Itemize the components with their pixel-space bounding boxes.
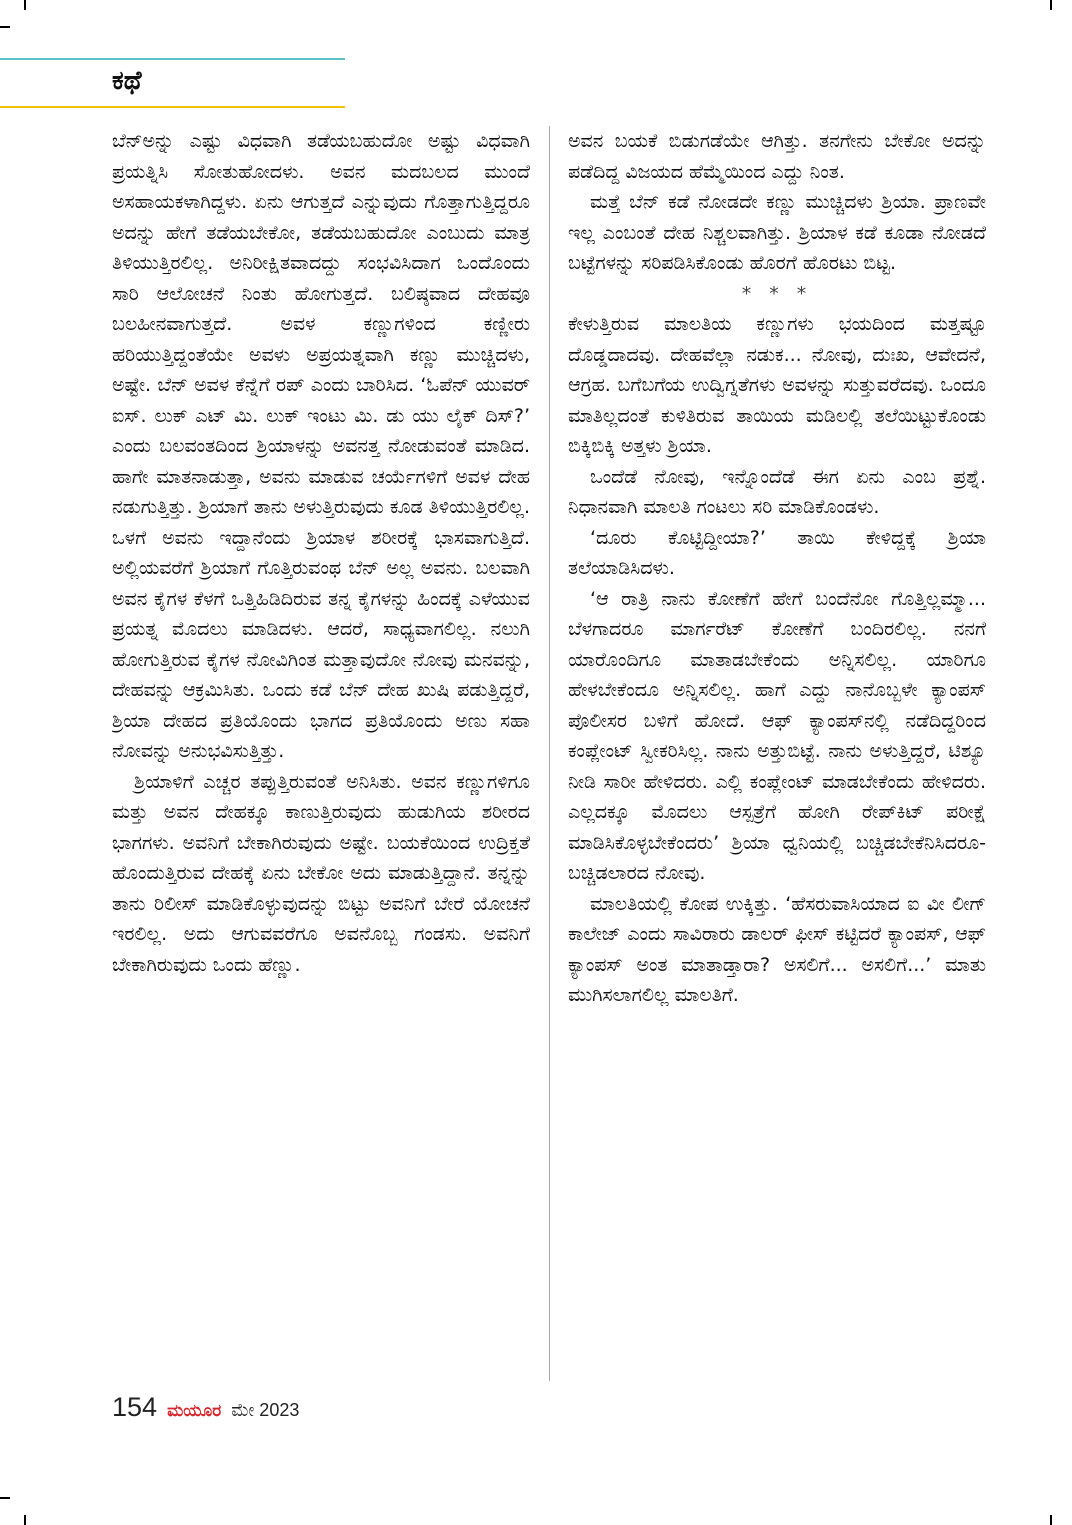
- column-divider: [549, 126, 550, 1381]
- crop-mark: [24, 1515, 26, 1525]
- magazine-logo: ಮಯೂರ: [167, 1401, 222, 1421]
- paragraph: ‘ದೂರು ಕೊಟ್ಟಿದ್ದೀಯಾ?’ ತಾಯಿ ಕೇಳಿದ್ದಕ್ಕೆ ಶ್ರಿಯಾ ತಲೆಯಾಡಿಸಿದಳು.: [568, 526, 986, 579]
- crop-mark: [24, 0, 26, 10]
- paragraph: ‘ಆ ರಾತ್ರಿ ನಾನು ಕೋಣೆಗೆ ಹೇಗೆ ಬಂದೆನೋ ಗೊತ್ತಿಲ್ಲಮ್ಮಾ... ಬೆಳಗಾದರೂ ಮಾರ್ಗರೆಟ್ ಕೋಣೆಗೆ ಬಂದಿರಲಿಲ್ಲ. ನನಗೆ ಯಾರೊಂದಿಗೂ ಮಾತಾಡಬೇಕೆಂದು ಅನ್ನಿಸಲಿಲ್ಲ. ಯಾರಿಗೂ ಹೇಳಬೇಕೆಂದೂ ಅನ್ನಿಸಲಿಲ್ಲ. ಹಾಗೆ ಎದ್ದು ನಾನೊಬ್ಬಳೇ ಕ್ಯಾಂಪಸ್ ಪೊಲೀಸರ ಬಳಿಗೆ ಹೋದೆ. ಆಫ್ ಕ್ಯಾಂಪಸ್‌ನಲ್ಲಿ ನಡೆದಿದ್ದರಿಂದ ಕಂಪ್ಲೇಂಟ್ ಸ್ವೀಕರಿಸಿಲ್ಲ. ನಾನು ಅತ್ತುಬಿಟ್ಟೆ. ನಾನು ಅಳುತ್ತಿದ್ದರೆ, ಟಿಶ್ಯೂ ನೀಡಿ ಸಾರೀ ಹೇಳಿದರು. ಎಲ್ಲಿ ಕಂಪ್ಲೇಂಟ್ ಮಾಡಬೇಕೆಂದು ಹೇಳಿದರು. ಎಲ್ಲದಕ್ಕೂ ಮೊದಲು ಆಸ್ಪತ್ರೆಗೆ ಹೋಗಿ ರೇಪ್‌ಕಿಟ್ ಪರೀಕ್ಷೆ ಮಾಡಿಸಿಕೊಳ್ಳಬೇಕೆಂದರು’ ಶ್ರಿಯಾ ಧ್ವನಿಯಲ್ಲಿ ಬಚ್ಚಿಡಬೇಕೆನಿಸಿದರೂ-ಬಚ್ಚಿಡಲಾರದ ನೋವು.: [568, 587, 986, 884]
- scene-separator: * * *: [741, 282, 813, 305]
- paragraph: ಮತ್ತೆ ಬೆನ್ ಕಡೆ ನೋಡದೇ ಕಣ್ಣು ಮುಚ್ಚಿದಳು ಶ್ರಿಯಾ. ಪ್ರಾಣವೇ ಇಲ್ಲ ಎಂಬಂತೆ ದೇಹ ನಿಶ್ಚಲವಾಗಿತ್ತು. ಶ್ರಿಯಾಳ ಕಡೆ ಕೂಡಾ ನೋಡದೆ ಬಟ್ಟೆಗಳನ್ನು ಸರಿಪಡಿಸಿಕೊಂಡು ಹೊರಗೆ ಹೊರಟು ಬಿಟ್ಟ.: [568, 191, 986, 274]
- paragraph: ಶ್ರಿಯಾಳಿಗೆ ಎಚ್ಚರ ತಪ್ಪುತ್ತಿರುವಂತೆ ಅನಿಸಿತು. ಅವನ ಕಣ್ಣುಗಳಿಗೂ ಮತ್ತು ಅವನ ದೇಹಕ್ಕೂ ಕಾಣುತ್ತಿರುವುದು ಹುಡುಗಿಯ ಶರೀರದ ಭಾಗಗಳು. ಅವನಿಗೆ ಬೇಕಾಗಿರುವುದು ಅಷ್ಟೇ. ಬಯಕೆಯಿಂದ ಉದ್ರಿಕ್ತತೆ ಹೊಂದುತ್ತಿರುವ ದೇಹಕ್ಕೆ ಏನು ಬೇಕೋ ಅದು ಮಾಡುತ್ತಿದ್ದಾನೆ. ತನ್ನನ್ನು ತಾನು ರಿಲೀಸ್ ಮಾಡಿಕೊಳ್ಳುವುದನ್ನು ಬಿಟ್ಟು ಅವನಿಗೆ ಬೇರೆ ಯೋಚನೆ ಇರಲಿಲ್ಲ. ಅದು ಆಗುವವರೆಗೂ ಅವನೊಬ್ಬ ಗಂಡಸು. ಅವನಿಗೆ ಬೇಕಾಗಿರುವುದು ಒಂದು ಹೆಣ್ಣು.: [112, 770, 530, 976]
- paragraph: ಮಾಲತಿಯಲ್ಲಿ ಕೋಪ ಉಕ್ಕಿತ್ತು. ‘ಹೆಸರುವಾಸಿಯಾದ ಐ ವೀ ಲೀಗ್ ಕಾಲೇಜ್ ಎಂದು ಸಾವಿರಾರು ಡಾಲರ್ ಫೀಸ್ ಕಟ್ಟಿದರೆ ಕ್ಯಾಂಪಸ್, ಆಫ್ ಕ್ಯಾಂಪಸ್ ಅಂತ ಮಾತಾಡ್ತಾರಾ? ಅಸಲಿಗೆ... ಅಸಲಿಗೆ...’ ಮಾತು ಮುಗಿಸಲಾಗಲಿಲ್ಲ ಮಾಲತಿಗೆ.: [568, 892, 986, 1006]
- article-column-right: [568, 126, 986, 1381]
- page-number: 154: [112, 1392, 158, 1422]
- paragraph: ಬೆನ್‌ಅನ್ನು ಎಷ್ಟು ವಿಧವಾಗಿ ತಡೆಯಬಹುದೋ ಅಷ್ಟು ವಿಧವಾಗಿ ಪ್ರಯತ್ನಿಸಿ ಸೋತುಹೋದಳು. ಅವನ ಮದಬಲದ ಮುಂದೆ ಅಸಹಾಯಕಳಾಗಿದ್ದಳು. ಏನು ಆಗುತ್ತದೆ ಎನ್ನುವುದು ಗೊತ್ತಾಗುತ್ತಿದ್ದರೂ ಅದನ್ನು ಹೇಗೆ ತಡೆಯಬೇಕೋ, ತಡೆಯಬಹುದೋ ಎಂಬುದು ಮಾತ್ರ ತಿಳಿಯುತ್ತಿರಲಿಲ್ಲ. ಅನಿರೀಕ್ಷಿತವಾದದ್ದು ಸಂಭವಿಸಿದಾಗ ಒಂದೊಂದು ಸಾರಿ ಆಲೋಚನೆ ನಿಂತು ಹೋಗುತ್ತದೆ. ಬಲಿಷ್ಠವಾದ ದೇಹವೂ ಬಲಹೀನವಾಗುತ್ತದೆ. ಅವಳ ಕಣ್ಣುಗಳಿಂದ ಕಣ್ಣೀರು ಹರಿಯುತ್ತಿದ್ದಂತೆಯೇ ಅವಳು ಅಪ್ರಯತ್ನವಾಗಿ ಕಣ್ಣು ಮುಚ್ಚಿದಳು, ಅಷ್ಟೇ. ಬೆನ್ ಅವಳ ಕೆನ್ನೆಗೆ ರಪ್ ಎಂದು ಬಾರಿಸಿದ. ‘ಓಪೆನ್ ಯುವರ್ ಐಸ್. ಲುಕ್ ಎಟ್ ಮಿ. ಲುಕ್ ಇಂಟು ಮಿ. ಡು ಯು ಲೈಕ್ ದಿಸ್?’ ಎಂದು ಬಲವಂತದಿಂದ ಶ್ರಿಯಾಳನ್ನು ಅವನತ್ತ ನೋಡುವಂತೆ ಮಾಡಿದ. ಹಾಗೇ ಮಾತನಾಡುತ್ತಾ, ಅವನು ಮಾಡುವ ಚರ್ಯೆಗಳಿಗೆ ಅವಳ ದೇಹ ನಡುಗುತ್ತಿತ್ತು. ಶ್ರಿಯಾಗೆ ತಾನು ಅಳುತ್ತಿರುವುದು ಕೂಡ ತಿಳಿಯುತ್ತಿರಲಿಲ್ಲ. ಒಳಗೆ ಅವನು ಇದ್ದಾನೆಂದು ಶ್ರಿಯಾಳ ಶರೀರಕ್ಕೆ ಭಾಸವಾಗುತ್ತಿದೆ. ಅಲ್ಲಿಯವರೆಗೆ ಶ್ರಿಯಾಗೆ ಗೊತ್ತಿರುವಂಥ ಬೆನ್ ಅಲ್ಲ ಅವನು. ಬಲವಾಗಿ ಅವನ ಕೈಗಳ ಕೆಳಗೆ ಒತ್ತಿಹಿಡಿದಿರುವ ತನ್ನ ಕೈಗಳನ್ನು ಹಿಂದಕ್ಕೆ ಎಳೆಯುವ ಪ್ರಯತ್ನ ಮೊದಲು ಮಾಡಿದಳು. ಆದರೆ, ಸಾಧ್ಯವಾಗಲಿಲ್ಲ. ನಲುಗಿ ಹೋಗುತ್ತಿರುವ ಕೈಗಳ ನೋವಿಗಿಂತ ಮತ್ತಾವುದೋ ನೋವು ಮನವನ್ನು, ದೇಹವನ್ನು ಆಕ್ರಮಿಸಿತು. ಒಂದು ಕಡೆ ಬೆನ್ ದೇಹ ಖುಷಿ ಪಡುತ್ತಿದ್ದರೆ, ಶ್ರಿಯಾ ದೇಹದ ಪ್ರತಿಯೊಂದು ಭಾಗದ ಪ್ರತಿಯೊಂದು ಅಣು ಸಹಾ ನೋವನ್ನು ಅನುಭವಿಸುತ್ತಿತ್ತು.: [112, 130, 530, 762]
- header-rule-top: [0, 58, 345, 60]
- article-column-left: [112, 126, 530, 1381]
- crop-mark: [1050, 1515, 1052, 1525]
- section-title: ಕಥೆ: [112, 66, 142, 96]
- crop-mark: [0, 26, 10, 28]
- paragraph: ಒಂದೆಡೆ ನೋವು, ಇನ್ನೊಂದೆಡೆ ಈಗ ಏನು ಎಂಬ ಪ್ರಶ್ನೆ. ನಿಧಾನವಾಗಿ ಮಾಲತಿ ಗಂಟಲು ಸರಿ ಮಾಡಿಕೊಂಡಳು.: [568, 465, 986, 518]
- section-header: [0, 58, 345, 108]
- paragraph: ಅವನ ಬಯಕೆ ಬಿಡುಗಡೆಯೇ ಆಗಿತ್ತು. ತನಗೇನು ಬೇಕೋ ಅದನ್ನು ಪಡೆದಿದ್ದ ವಿಜಯದ ಹೆಮ್ಮೆಯಿಂದ ಎದ್ದು ನಿಂತ.: [568, 130, 986, 183]
- page-footer: [112, 1392, 299, 1428]
- header-rule-bottom: [0, 106, 345, 108]
- paragraph: ಕೇಳುತ್ತಿರುವ ಮಾಲತಿಯ ಕಣ್ಣುಗಳು ಭಯದಿಂದ ಮತ್ತಷ್ಟೂ ದೊಡ್ಡದಾದವು. ದೇಹವೆಲ್ಲಾ ನಡುಕ... ನೋವು, ದುಃಖ, ಆವೇದನೆ, ಆಗ್ರಹ. ಬಗೆಬಗೆಯ ಉದ್ವಿಗ್ನತೆಗಳು ಅವಳನ್ನು ಸುತ್ತುವರೆದವು. ಒಂದೂ ಮಾತಿಲ್ಲದಂತೆ ಕುಳಿತಿರುವ ತಾಯಿಯ ಮಡಿಲಲ್ಲಿ ತಲೆಯಿಟ್ಟುಕೊಂಡು ಬಿಕ್ಕಿಬಿಕ್ಕಿ ಅತ್ತಳು ಶ್ರಿಯಾ.: [568, 313, 986, 457]
- crop-mark: [1050, 0, 1052, 10]
- issue-date: ಮೇ 2023: [231, 1400, 300, 1420]
- crop-mark: [0, 1497, 10, 1499]
